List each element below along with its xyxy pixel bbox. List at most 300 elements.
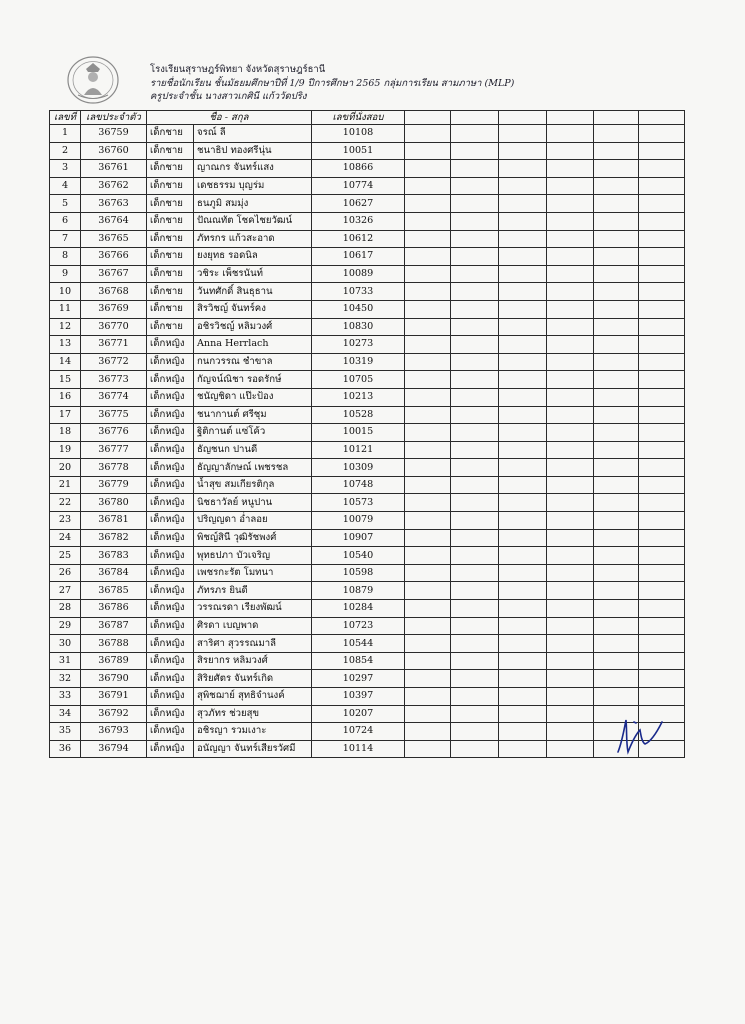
row-blank-cell: [639, 529, 685, 547]
row-prefix: เด็กหญิง: [147, 353, 194, 371]
row-blank-cell: [499, 723, 547, 741]
header-exam-seat: เลขที่นั่งสอบ: [312, 111, 405, 125]
row-blank-cell: [547, 388, 594, 406]
row-blank-cell: [547, 353, 594, 371]
row-student-id: 36789: [81, 652, 147, 670]
row-student-id: 36761: [81, 160, 147, 178]
row-blank-cell: [547, 336, 594, 354]
row-blank-cell: [405, 512, 451, 530]
row-prefix: เด็กหญิง: [147, 476, 194, 494]
row-blank-cell: [499, 248, 547, 266]
row-name: วรรณรดา เรียงพัฒน์: [194, 600, 312, 618]
row-blank-cell: [594, 635, 639, 653]
row-blank-cell: [594, 371, 639, 389]
row-blank-cell: [499, 441, 547, 459]
row-name: วันทศักดิ์ สินธุธาน: [194, 283, 312, 301]
row-student-id: 36766: [81, 248, 147, 266]
row-student-id: 36772: [81, 353, 147, 371]
school-emblem-icon: [66, 55, 120, 105]
row-number: 25: [50, 547, 81, 565]
row-blank-cell: [499, 212, 547, 230]
row-exam-seat: 10879: [312, 582, 405, 600]
row-number: 6: [50, 212, 81, 230]
row-blank-cell: [451, 318, 499, 336]
row-name: อชิรวิชญ์ หลิมวงศ์: [194, 318, 312, 336]
row-blank-cell: [451, 300, 499, 318]
row-number: 4: [50, 177, 81, 195]
header-number: เลขที่: [50, 111, 81, 125]
row-number: 32: [50, 670, 81, 688]
row-blank-cell: [405, 564, 451, 582]
row-blank-cell: [405, 705, 451, 723]
table-row: [50, 688, 685, 706]
row-prefix: เด็กหญิง: [147, 600, 194, 618]
row-student-id: 36778: [81, 459, 147, 477]
row-number: 20: [50, 459, 81, 477]
row-blank-cell: [499, 635, 547, 653]
document-header: [150, 63, 514, 104]
row-blank-cell: [639, 125, 685, 143]
row-name: Anna Herrlach: [194, 336, 312, 354]
row-student-id: 36786: [81, 600, 147, 618]
row-exam-seat: 10528: [312, 406, 405, 424]
row-blank-cell: [499, 371, 547, 389]
row-number: 12: [50, 318, 81, 336]
row-blank-cell: [451, 336, 499, 354]
row-exam-seat: 10723: [312, 617, 405, 635]
row-number: 27: [50, 582, 81, 600]
row-student-id: 36770: [81, 318, 147, 336]
row-student-id: 36771: [81, 336, 147, 354]
table-row: [50, 265, 685, 283]
row-prefix: เด็กชาย: [147, 125, 194, 143]
header-blank: [451, 111, 499, 125]
row-exam-seat: 10319: [312, 353, 405, 371]
row-blank-cell: [451, 494, 499, 512]
row-blank-cell: [639, 600, 685, 618]
row-blank-cell: [499, 564, 547, 582]
row-student-id: 36788: [81, 635, 147, 653]
row-blank-cell: [594, 336, 639, 354]
row-prefix: เด็กชาย: [147, 265, 194, 283]
row-exam-seat: 10108: [312, 125, 405, 143]
row-blank-cell: [594, 670, 639, 688]
row-name: ญาณกร จันทร์แสง: [194, 160, 312, 178]
row-exam-seat: 10450: [312, 300, 405, 318]
row-blank-cell: [451, 125, 499, 143]
row-blank-cell: [639, 617, 685, 635]
row-blank-cell: [451, 547, 499, 565]
row-blank-cell: [594, 406, 639, 424]
row-name: น้ำสุข สมเกียรติกุล: [194, 476, 312, 494]
row-number: 36: [50, 740, 81, 758]
row-student-id: 36773: [81, 371, 147, 389]
row-blank-cell: [451, 600, 499, 618]
row-blank-cell: [405, 248, 451, 266]
row-number: 7: [50, 230, 81, 248]
row-blank-cell: [451, 371, 499, 389]
row-number: 21: [50, 476, 81, 494]
row-exam-seat: 10015: [312, 424, 405, 442]
row-prefix: เด็กหญิง: [147, 424, 194, 442]
row-blank-cell: [451, 441, 499, 459]
row-prefix: เด็กหญิง: [147, 547, 194, 565]
row-prefix: เด็กหญิง: [147, 459, 194, 477]
row-exam-seat: 10733: [312, 283, 405, 301]
row-blank-cell: [451, 723, 499, 741]
row-blank-cell: [639, 688, 685, 706]
row-name: ชนาธิป ทองศรีนุ่น: [194, 142, 312, 160]
row-prefix: เด็กหญิง: [147, 582, 194, 600]
row-name: ชนากานต์ ศรีชุม: [194, 406, 312, 424]
table-row: [50, 529, 685, 547]
table-body: [50, 125, 685, 758]
row-blank-cell: [547, 705, 594, 723]
row-blank-cell: [639, 670, 685, 688]
row-student-id: 36781: [81, 512, 147, 530]
row-blank-cell: [594, 248, 639, 266]
row-blank-cell: [499, 195, 547, 213]
row-blank-cell: [547, 617, 594, 635]
row-prefix: เด็กชาย: [147, 142, 194, 160]
row-exam-seat: 10297: [312, 670, 405, 688]
row-blank-cell: [451, 230, 499, 248]
table-row: [50, 195, 685, 213]
row-blank-cell: [547, 424, 594, 442]
row-prefix: เด็กหญิง: [147, 336, 194, 354]
row-name: อนัญญา จันทร์เสียรวัศมี: [194, 740, 312, 758]
row-blank-cell: [499, 529, 547, 547]
table-row: [50, 125, 685, 143]
row-blank-cell: [405, 740, 451, 758]
row-name: ธัญญาลักษณ์ เพชรชล: [194, 459, 312, 477]
row-student-id: 36780: [81, 494, 147, 512]
row-student-id: 36775: [81, 406, 147, 424]
row-exam-seat: 10273: [312, 336, 405, 354]
row-blank-cell: [594, 283, 639, 301]
row-name: เพชรกะรัต โมทนา: [194, 564, 312, 582]
row-blank-cell: [451, 476, 499, 494]
row-blank-cell: [405, 476, 451, 494]
school-name: โรงเรียนสุราษฎร์พิทยา จังหวัดสุราษฎร์ธานี: [150, 64, 326, 75]
row-blank-cell: [594, 652, 639, 670]
row-blank-cell: [547, 582, 594, 600]
row-blank-cell: [547, 318, 594, 336]
row-blank-cell: [451, 512, 499, 530]
row-blank-cell: [594, 160, 639, 178]
row-blank-cell: [639, 336, 685, 354]
signature-mark: [614, 712, 666, 756]
row-student-id: 36777: [81, 441, 147, 459]
row-blank-cell: [639, 635, 685, 653]
row-student-id: 36785: [81, 582, 147, 600]
row-blank-cell: [639, 388, 685, 406]
row-blank-cell: [499, 406, 547, 424]
row-blank-cell: [405, 125, 451, 143]
row-blank-cell: [639, 248, 685, 266]
row-name: สุวภัทร ช่วยสุข: [194, 705, 312, 723]
row-blank-cell: [499, 336, 547, 354]
row-blank-cell: [547, 160, 594, 178]
row-exam-seat: 10748: [312, 476, 405, 494]
row-student-id: 36787: [81, 617, 147, 635]
row-blank-cell: [547, 125, 594, 143]
table-row: [50, 723, 685, 741]
table-row: [50, 494, 685, 512]
row-blank-cell: [594, 230, 639, 248]
row-blank-cell: [451, 212, 499, 230]
table-row: [50, 336, 685, 354]
row-student-id: 36776: [81, 424, 147, 442]
row-blank-cell: [451, 740, 499, 758]
row-name: ปัณณทัต โชคไชยวัฒน์: [194, 212, 312, 230]
row-blank-cell: [594, 265, 639, 283]
row-prefix: เด็กหญิง: [147, 740, 194, 758]
row-blank-cell: [405, 212, 451, 230]
row-blank-cell: [547, 529, 594, 547]
row-blank-cell: [639, 265, 685, 283]
row-blank-cell: [405, 635, 451, 653]
row-blank-cell: [499, 424, 547, 442]
row-exam-seat: 10866: [312, 160, 405, 178]
row-prefix: เด็กหญิง: [147, 441, 194, 459]
row-blank-cell: [594, 494, 639, 512]
row-blank-cell: [594, 177, 639, 195]
row-blank-cell: [547, 494, 594, 512]
row-prefix: เด็กชาย: [147, 318, 194, 336]
row-blank-cell: [499, 318, 547, 336]
row-student-id: 36790: [81, 670, 147, 688]
table-row: [50, 740, 685, 758]
row-blank-cell: [451, 353, 499, 371]
row-number: 28: [50, 600, 81, 618]
row-blank-cell: [639, 230, 685, 248]
row-number: 15: [50, 371, 81, 389]
table-row: [50, 459, 685, 477]
table-row: [50, 406, 685, 424]
row-name: สุพิชฌาย์ สุทธิจำนงค์: [194, 688, 312, 706]
row-exam-seat: 10705: [312, 371, 405, 389]
row-number: 1: [50, 125, 81, 143]
row-blank-cell: [405, 529, 451, 547]
table-row: [50, 582, 685, 600]
row-name: ธัญชนก ปานดี: [194, 441, 312, 459]
row-blank-cell: [405, 160, 451, 178]
row-student-id: 36791: [81, 688, 147, 706]
row-blank-cell: [405, 547, 451, 565]
row-blank-cell: [405, 582, 451, 600]
row-blank-cell: [499, 283, 547, 301]
row-student-id: 36768: [81, 283, 147, 301]
row-prefix: เด็กหญิง: [147, 406, 194, 424]
row-blank-cell: [451, 283, 499, 301]
row-number: 5: [50, 195, 81, 213]
row-number: 11: [50, 300, 81, 318]
row-blank-cell: [639, 582, 685, 600]
row-prefix: เด็กหญิง: [147, 494, 194, 512]
row-blank-cell: [451, 406, 499, 424]
row-blank-cell: [451, 388, 499, 406]
table-header-row: [50, 111, 685, 125]
row-blank-cell: [451, 177, 499, 195]
row-blank-cell: [405, 688, 451, 706]
row-exam-seat: 10724: [312, 723, 405, 741]
table-row: [50, 142, 685, 160]
row-blank-cell: [594, 125, 639, 143]
row-blank-cell: [594, 353, 639, 371]
row-blank-cell: [594, 582, 639, 600]
row-blank-cell: [405, 600, 451, 618]
row-blank-cell: [547, 265, 594, 283]
row-name: กัญจน์ณิชา รอดรักษ์: [194, 371, 312, 389]
row-number: 8: [50, 248, 81, 266]
row-name: ภัทรกร แก้วสะอาด: [194, 230, 312, 248]
row-blank-cell: [499, 512, 547, 530]
row-blank-cell: [499, 740, 547, 758]
row-blank-cell: [451, 652, 499, 670]
row-blank-cell: [594, 195, 639, 213]
row-blank-cell: [499, 494, 547, 512]
row-exam-seat: 10114: [312, 740, 405, 758]
row-blank-cell: [499, 230, 547, 248]
row-prefix: เด็กชาย: [147, 283, 194, 301]
row-blank-cell: [405, 371, 451, 389]
table-row: [50, 248, 685, 266]
row-blank-cell: [547, 547, 594, 565]
row-number: 23: [50, 512, 81, 530]
row-name: สิริยศัตร จันทร์เกิด: [194, 670, 312, 688]
row-blank-cell: [594, 441, 639, 459]
row-name: สิรวิชญ์ จันทร์คง: [194, 300, 312, 318]
row-blank-cell: [451, 670, 499, 688]
row-number: 19: [50, 441, 81, 459]
header-student-id: เลขประจำตัว: [81, 111, 147, 125]
row-blank-cell: [547, 212, 594, 230]
row-blank-cell: [405, 195, 451, 213]
row-blank-cell: [405, 353, 451, 371]
row-blank-cell: [499, 177, 547, 195]
table-row: [50, 670, 685, 688]
row-blank-cell: [405, 318, 451, 336]
row-name: ปริญญดา อ่ำลอย: [194, 512, 312, 530]
table-row: [50, 300, 685, 318]
row-blank-cell: [639, 459, 685, 477]
row-blank-cell: [639, 318, 685, 336]
row-exam-seat: 10907: [312, 529, 405, 547]
row-blank-cell: [547, 441, 594, 459]
table-row: [50, 283, 685, 301]
row-name: พุทธปภา บัวเจริญ: [194, 547, 312, 565]
row-blank-cell: [594, 142, 639, 160]
list-title: รายชื่อนักเรียน ชั้นมัธยมศึกษาปีที่ 1/9 ปีการศึกษา 2565 กลุ่มการเรียน สามภาษา (MLP): [150, 77, 515, 89]
row-blank-cell: [547, 406, 594, 424]
row-blank-cell: [451, 265, 499, 283]
row-exam-seat: 10540: [312, 547, 405, 565]
row-blank-cell: [451, 635, 499, 653]
row-prefix: เด็กหญิง: [147, 705, 194, 723]
row-exam-seat: 10598: [312, 564, 405, 582]
row-number: 24: [50, 529, 81, 547]
row-blank-cell: [639, 476, 685, 494]
row-prefix: เด็กหญิง: [147, 564, 194, 582]
row-blank-cell: [405, 388, 451, 406]
row-exam-seat: 10397: [312, 688, 405, 706]
row-exam-seat: 10284: [312, 600, 405, 618]
table-row: [50, 160, 685, 178]
row-student-id: 36783: [81, 547, 147, 565]
row-prefix: เด็กชาย: [147, 160, 194, 178]
row-blank-cell: [405, 494, 451, 512]
row-blank-cell: [594, 600, 639, 618]
table-row: [50, 617, 685, 635]
row-blank-cell: [451, 142, 499, 160]
table-row: [50, 547, 685, 565]
row-blank-cell: [547, 652, 594, 670]
row-number: 31: [50, 652, 81, 670]
row-number: 16: [50, 388, 81, 406]
row-blank-cell: [405, 424, 451, 442]
row-blank-cell: [547, 248, 594, 266]
table-row: [50, 212, 685, 230]
row-exam-seat: 10079: [312, 512, 405, 530]
table-row: [50, 476, 685, 494]
row-blank-cell: [639, 406, 685, 424]
row-exam-seat: 10213: [312, 388, 405, 406]
row-blank-cell: [405, 300, 451, 318]
row-blank-cell: [405, 441, 451, 459]
row-blank-cell: [547, 371, 594, 389]
row-blank-cell: [547, 600, 594, 618]
row-number: 2: [50, 142, 81, 160]
row-number: 22: [50, 494, 81, 512]
row-blank-cell: [451, 529, 499, 547]
row-blank-cell: [639, 512, 685, 530]
row-blank-cell: [639, 547, 685, 565]
row-exam-seat: 10121: [312, 441, 405, 459]
row-blank-cell: [499, 160, 547, 178]
row-blank-cell: [594, 318, 639, 336]
row-exam-seat: 10207: [312, 705, 405, 723]
row-blank-cell: [594, 459, 639, 477]
row-number: 13: [50, 336, 81, 354]
row-student-id: 36794: [81, 740, 147, 758]
row-blank-cell: [405, 336, 451, 354]
row-blank-cell: [547, 230, 594, 248]
row-exam-seat: 10627: [312, 195, 405, 213]
row-blank-cell: [639, 424, 685, 442]
row-blank-cell: [499, 459, 547, 477]
row-blank-cell: [639, 371, 685, 389]
row-blank-cell: [547, 459, 594, 477]
row-name: นิชธาวัลย์ หนูปาน: [194, 494, 312, 512]
row-blank-cell: [547, 740, 594, 758]
row-prefix: เด็กชาย: [147, 177, 194, 195]
header-blank: [547, 111, 594, 125]
row-blank-cell: [594, 564, 639, 582]
row-number: 17: [50, 406, 81, 424]
row-exam-seat: 10612: [312, 230, 405, 248]
header-blank: [405, 111, 451, 125]
row-number: 33: [50, 688, 81, 706]
row-blank-cell: [594, 512, 639, 530]
row-blank-cell: [405, 723, 451, 741]
row-blank-cell: [451, 582, 499, 600]
row-student-id: 36779: [81, 476, 147, 494]
row-exam-seat: 10774: [312, 177, 405, 195]
row-blank-cell: [594, 300, 639, 318]
row-blank-cell: [499, 300, 547, 318]
row-name: อชิรญา รวมเงาะ: [194, 723, 312, 741]
